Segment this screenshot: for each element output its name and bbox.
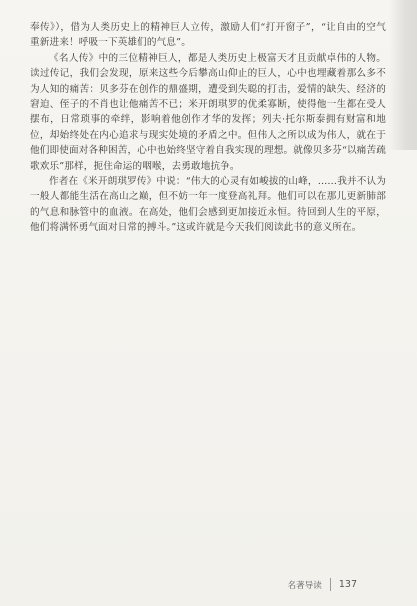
footer-divider xyxy=(330,578,331,591)
page-edge-shadow xyxy=(389,0,417,150)
page-footer xyxy=(287,578,357,591)
paragraph-three-giants: 《名人传》中的三位精神巨人，都是人类历史上极富天才且贡献卓伟的人物。读过传记，我们会发现，原来这些今后攀高山仰止的巨人，心中也埋藏着那么多不为人知的痛苦：贝多芬在创作的鼎盛期，遭受到失聪的打击，爱情的缺失、经济的窘迫、侄子的不肖也让他痛苦不已；米开朗琪罗的优柔寡断，使得他一生都在受人摆布，日常琐事的牵绊，影响着他创作才华的发挥；列夫·托尔斯泰拥有财富和地位，却始终处在内心追求与现实处境的矛盾之中。但伟人之所以成为伟人，就在于他们即使面对各种困苦，心中也始终坚守着自我实现的理想。就像贝多芬“以痛苦疏歌欢乐”那样，扼住命运的咽喉，去勇敢地抗争。 xyxy=(30,52,386,172)
body-text xyxy=(30,20,386,236)
page-number: 137 xyxy=(338,579,357,590)
paragraph-author-quote: 作者在《米开朗琪罗传》中说：“伟大的心灵有如峻拔的山峰，……我并不认为一般人都能生活在高山之巅，但不妨一年一度登高礼拜。他们可以在那儿更新肺部的气息和脉管中的血液。在高处，他们会感到更加接近永恒。待回到人生的平原，他们将满怀勇气面对日常的搏斗。”这或许就是今天我们阅读此书的意义所在。 xyxy=(30,176,386,234)
footer-section-title: 名著导读 xyxy=(287,580,322,591)
paragraph-continuation: 奉传》），借为人类历史上的精神巨人立传，激励人们“打开窗子”，“让自由的空气重新进来！呼吸一下英雄们的气息”。 xyxy=(30,22,386,49)
